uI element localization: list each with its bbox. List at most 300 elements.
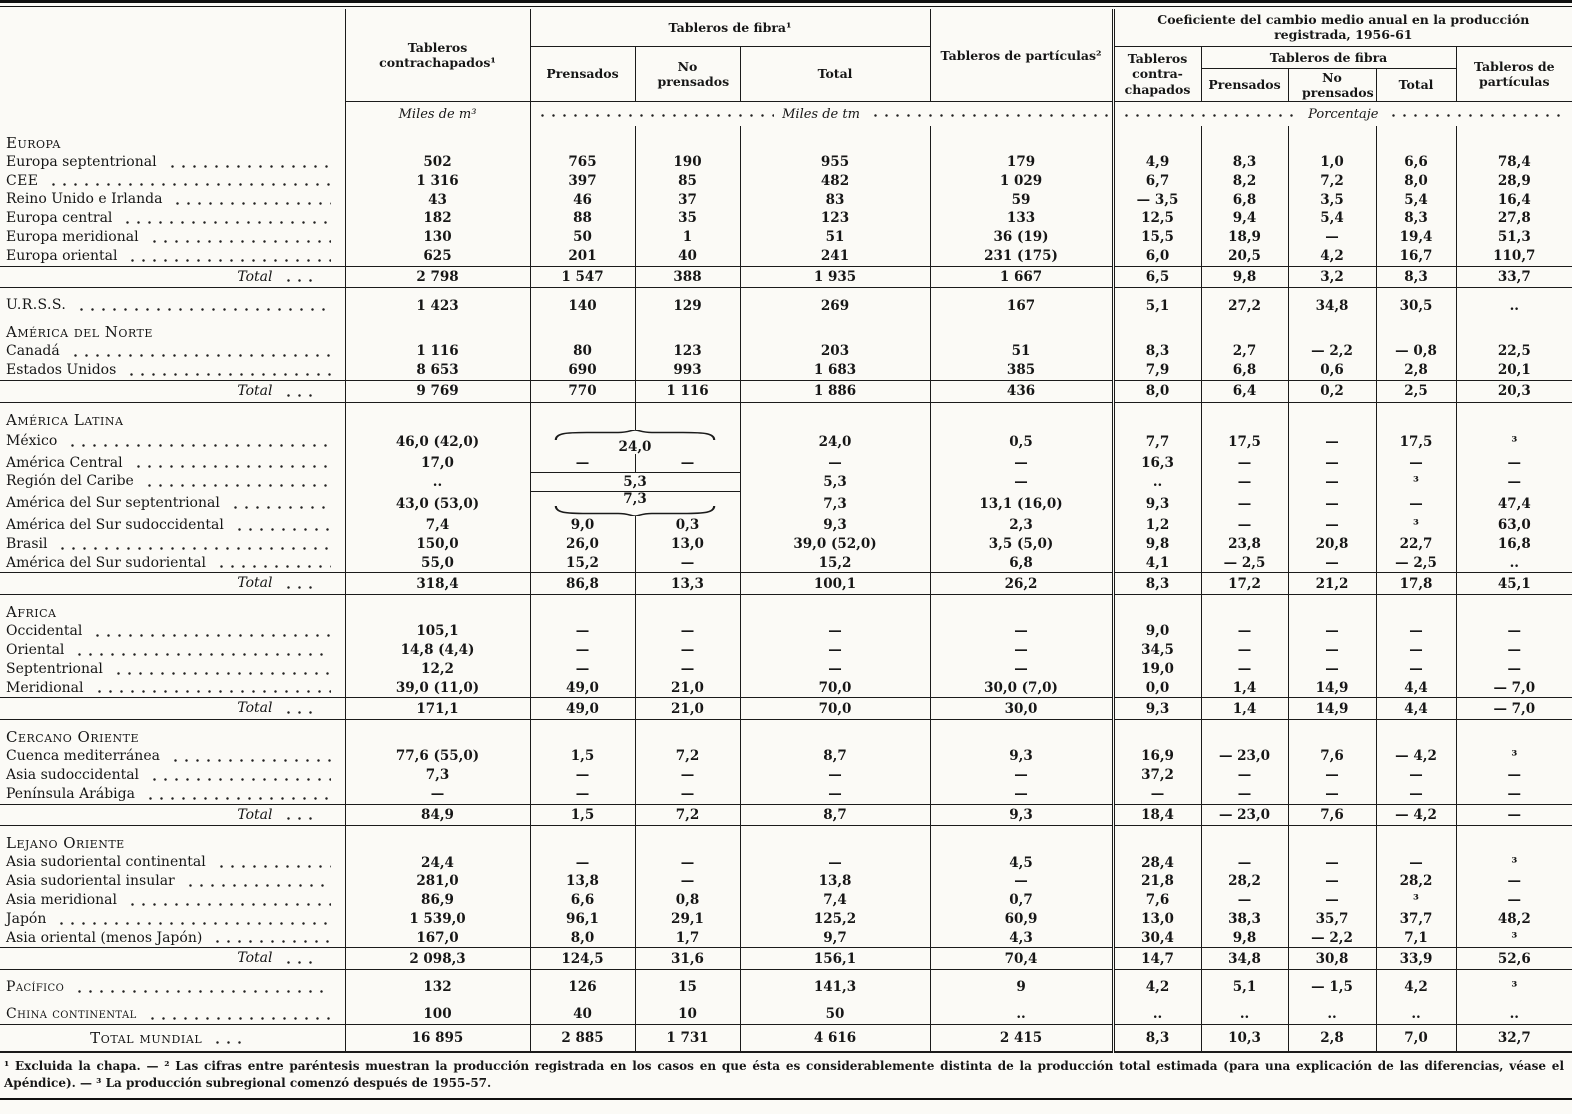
row-label: Total — [237, 806, 273, 823]
row-label: Europa meridional — [6, 228, 139, 245]
value-cell: 38,3 — [1201, 910, 1288, 929]
value-cell: 17,5 — [1376, 430, 1456, 454]
value-cell: 3,5 — [1288, 190, 1376, 209]
value-cell: 26,0 — [530, 535, 635, 554]
empty-cell — [1376, 720, 1456, 748]
value-cell: 4,2 — [1113, 970, 1201, 997]
value-cell: 241 — [740, 247, 930, 266]
footnote: ¹ Excluida la chapa. — ² Las cifras entre paréntesis muestran la producción registrada en los casos en que ésta es considerablemente distinta de la producción total estimada (para una explicación de las diferencias, véase el Apéndice). — ³ La producción subregional comenzó después de 1955-57. — [4, 1058, 1564, 1091]
value-cell: — — [635, 785, 740, 804]
value-cell: 9,8 — [1201, 929, 1288, 948]
value-cell: — — [1376, 641, 1456, 660]
data-row — [0, 970, 1572, 997]
row-label-cell — [0, 209, 345, 228]
row-label-cell — [0, 402, 345, 430]
value-cell: 45,1 — [1456, 573, 1572, 595]
dot-leader — [228, 504, 331, 509]
value-cell: 125,2 — [740, 910, 930, 929]
value-cell: 16,9 — [1113, 747, 1201, 766]
empty-cell — [1201, 315, 1288, 342]
value-cell: 29,1 — [635, 910, 740, 929]
data-row — [0, 622, 1572, 641]
col-group-coefficient: Coeficiente del cambio medio anual en la producción registrada, 1956-61 — [1113, 9, 1572, 46]
dot-leader — [535, 112, 775, 117]
grand-total-row — [0, 1024, 1572, 1052]
value-cell: 13,8 — [530, 872, 635, 891]
dot-leader — [281, 392, 317, 397]
value-cell: 15,2 — [740, 554, 930, 573]
value-cell: 33,7 — [1456, 266, 1572, 288]
value-cell: — 7,0 — [1456, 679, 1572, 698]
value-cell: — 1,5 — [1288, 970, 1376, 997]
value-cell: — — [530, 641, 635, 660]
value-cell: 21,8 — [1113, 872, 1201, 891]
value-cell: 955 — [740, 153, 930, 172]
value-cell: 55,0 — [345, 554, 530, 573]
row-label-cell — [0, 747, 345, 766]
table-body — [0, 126, 1572, 1052]
data-row — [0, 747, 1572, 766]
empty-cell — [1376, 826, 1456, 854]
value-cell: 7,2 — [635, 747, 740, 766]
row-label: Canadá — [6, 343, 60, 360]
empty-cell — [530, 826, 635, 854]
dot-leader — [92, 688, 331, 693]
value-cell: 70,0 — [740, 698, 930, 720]
dot-leader — [170, 200, 330, 205]
row-label-cell — [0, 853, 345, 872]
dot-leader — [281, 959, 317, 964]
value-cell: 13,1 (16,0) — [930, 491, 1113, 516]
value-cell: 4,4 — [1376, 679, 1456, 698]
row-label: Total — [237, 700, 273, 717]
value-cell: — — [635, 622, 740, 641]
dot-leader — [281, 277, 317, 282]
value-cell: — — [1376, 853, 1456, 872]
value-cell: 179 — [930, 153, 1113, 172]
value-cell: 21,0 — [635, 679, 740, 698]
value-cell: 9 — [930, 970, 1113, 997]
subtotal-row — [0, 266, 1572, 288]
value-cell: — — [1288, 891, 1376, 910]
dot-leader — [55, 545, 330, 550]
value-cell: — — [1201, 472, 1288, 491]
value-cell: — — [1456, 641, 1572, 660]
value-cell: — — [1456, 660, 1572, 679]
value-cell: 2,3 — [930, 516, 1113, 535]
row-label-cell — [0, 380, 345, 402]
row-label-cell — [0, 622, 345, 641]
value-cell: 78,4 — [1456, 153, 1572, 172]
dot-leader — [124, 371, 330, 376]
value-cell: — — [1288, 622, 1376, 641]
value-cell: — — [530, 766, 635, 785]
dot-leader — [1386, 112, 1568, 117]
empty-cell — [1376, 595, 1456, 623]
empty-cell — [1113, 826, 1201, 854]
row-label-cell — [0, 454, 345, 473]
dot-leader — [90, 632, 330, 637]
value-cell: 281,0 — [345, 872, 530, 891]
value-cell: 1 316 — [345, 172, 530, 191]
coef-header-particleboard: Tableros de partículas — [1456, 46, 1572, 102]
value-cell: 43 — [345, 190, 530, 209]
value-cell: 0,8 — [635, 891, 740, 910]
value-cell: — — [1288, 853, 1376, 872]
data-row — [0, 190, 1572, 209]
value-cell: 5,1 — [1201, 970, 1288, 997]
row-label: CEE — [6, 172, 39, 189]
value-cell: — 23,0 — [1201, 804, 1288, 826]
row-label: Japón — [6, 910, 47, 927]
value-cell: — — [530, 853, 635, 872]
data-row — [0, 472, 1572, 491]
empty-cell — [1113, 720, 1201, 748]
empty-cell — [1456, 826, 1572, 854]
value-cell: — — [1456, 622, 1572, 641]
header-row-groups — [0, 9, 1572, 46]
row-label-cell — [0, 826, 345, 854]
value-cell: 34,5 — [1113, 641, 1201, 660]
value-cell: — — [1456, 766, 1572, 785]
value-cell: 7,4 — [345, 516, 530, 535]
empty-cell — [1456, 126, 1572, 153]
value-cell: 110,7 — [1456, 247, 1572, 266]
row-label: Oriental — [6, 641, 65, 658]
value-cell: — — [1201, 641, 1288, 660]
value-cell: — 2,5 — [1201, 554, 1288, 573]
row-label-cell — [0, 948, 345, 970]
empty-cell — [345, 826, 530, 854]
value-cell: 1 935 — [740, 266, 930, 288]
value-cell: 10 — [635, 997, 740, 1024]
value-cell: 9,3 — [930, 747, 1113, 766]
unit-thousand-m3: Miles de m³ — [345, 102, 530, 126]
row-label: Asia oriental (menos Japón) — [6, 929, 203, 946]
value-cell: 6,8 — [1201, 190, 1288, 209]
row-label-cell — [0, 595, 345, 623]
row-label-cell — [0, 172, 345, 191]
value-cell: 269 — [740, 288, 930, 315]
row-label: Estados Unidos — [6, 361, 117, 378]
row-label: América Latina — [6, 410, 124, 429]
value-cell: 100,1 — [740, 573, 930, 595]
unit-percentage: Porcentaje — [1113, 102, 1572, 126]
dot-leader — [214, 563, 331, 568]
value-cell: — — [930, 641, 1113, 660]
value-cell: 31,6 — [635, 948, 740, 970]
value-cell: 129 — [635, 288, 740, 315]
value-cell: 133 — [930, 209, 1113, 228]
value-cell: .. — [1456, 288, 1572, 315]
value-cell: 22,5 — [1456, 342, 1572, 361]
row-label-cell — [0, 698, 345, 720]
value-cell: 28,4 — [1113, 853, 1201, 872]
value-cell: 1 547 — [530, 266, 635, 288]
empty-cell — [1288, 720, 1376, 748]
dot-leader — [210, 938, 330, 943]
coef-header-plywood: Tableros contra-chapados — [1113, 46, 1201, 102]
value-cell: 34,8 — [1288, 288, 1376, 315]
value-cell: 1 029 — [930, 172, 1113, 191]
value-cell: 167,0 — [345, 929, 530, 948]
value-cell: — — [1288, 785, 1376, 804]
empty-cell — [740, 826, 930, 854]
value-cell: 6,6 — [530, 891, 635, 910]
row-label: América del Sur sudoccidental — [6, 516, 224, 533]
value-cell: 436 — [930, 380, 1113, 402]
value-cell: — — [1288, 430, 1376, 454]
value-cell: 9,4 — [1201, 209, 1288, 228]
dot-leader — [142, 482, 331, 487]
section-row — [0, 826, 1572, 854]
value-cell: 3,2 — [1288, 266, 1376, 288]
value-cell: 203 — [740, 342, 930, 361]
row-label-cell — [0, 910, 345, 929]
value-cell: 7,2 — [635, 804, 740, 826]
value-cell: — — [740, 785, 930, 804]
value-cell: — — [635, 766, 740, 785]
value-cell: 6,8 — [930, 554, 1113, 573]
value-cell: — — [635, 454, 740, 473]
value-cell: 17,8 — [1376, 573, 1456, 595]
value-cell: 9,8 — [1113, 535, 1201, 554]
empty-cell — [740, 126, 930, 153]
value-cell: — 2,5 — [1376, 554, 1456, 573]
value-cell: 30,0 — [930, 698, 1113, 720]
value-cell: 8,7 — [740, 804, 930, 826]
value-cell: — — [530, 454, 635, 473]
coef-header-not-pressed: No prensados — [1288, 68, 1376, 102]
empty-cell — [740, 402, 930, 430]
value-cell: 37,2 — [1113, 766, 1201, 785]
empty-cell — [635, 826, 740, 854]
value-cell: 126 — [530, 970, 635, 997]
data-row — [0, 430, 1572, 454]
row-label-cell — [0, 153, 345, 172]
value-cell: 1,5 — [530, 747, 635, 766]
empty-cell — [635, 402, 740, 430]
empty-cell — [1288, 315, 1376, 342]
value-cell: ³ — [1376, 472, 1456, 491]
value-cell: 9,7 — [740, 929, 930, 948]
empty-cell — [1376, 126, 1456, 153]
value-cell: — — [1201, 660, 1288, 679]
row-label-cell — [0, 228, 345, 247]
value: 7,3 — [623, 490, 647, 507]
value-cell: 15 — [635, 970, 740, 997]
empty-cell — [530, 595, 635, 623]
row-label: Septentrional — [6, 660, 103, 677]
value-cell: — 4,2 — [1376, 804, 1456, 826]
value-cell: — 2,2 — [1288, 342, 1376, 361]
empty-cell — [1376, 315, 1456, 342]
value-cell: 123 — [635, 342, 740, 361]
value-cell: 70,4 — [930, 948, 1113, 970]
row-label-cell — [0, 804, 345, 826]
value-cell: .. — [1456, 997, 1572, 1024]
row-label: Meridional — [6, 679, 84, 696]
empty-cell — [1201, 826, 1288, 854]
value-cell: — 3,5 — [1113, 190, 1201, 209]
value-cell: 2,5 — [1376, 380, 1456, 402]
dot-leader — [74, 306, 330, 311]
value-cell: 16,8 — [1456, 535, 1572, 554]
value-cell: 150,0 — [345, 535, 530, 554]
value-cell: — — [1288, 454, 1376, 473]
value-cell: — 4,2 — [1376, 747, 1456, 766]
dot-leader — [65, 442, 330, 447]
row-label: Asia meridional — [6, 891, 118, 908]
value-cell: 132 — [345, 970, 530, 997]
empty-cell — [530, 720, 635, 748]
section-row — [0, 315, 1572, 342]
value-cell: — — [530, 660, 635, 679]
row-label-cell — [0, 970, 345, 997]
value-cell: — — [530, 785, 635, 804]
value-cell: 8,0 — [1376, 172, 1456, 191]
value-cell: 9,3 — [740, 516, 930, 535]
empty-cell — [930, 402, 1113, 430]
value-cell: 6,7 — [1113, 172, 1201, 191]
row-label: Africa — [6, 603, 57, 622]
coef-header-pressed: Prensados — [1201, 68, 1288, 102]
value-cell: 34,8 — [1201, 948, 1288, 970]
row-label: Asia sudoriental insular — [6, 873, 175, 890]
value-cell: 123 — [740, 209, 930, 228]
value-cell: ³ — [1456, 929, 1572, 948]
empty-cell — [530, 315, 635, 342]
row-label: América del Norte — [6, 323, 153, 342]
value-cell: 86,8 — [530, 573, 635, 595]
value-cell: 625 — [345, 247, 530, 266]
value-cell: 9,0 — [530, 516, 635, 535]
value-cell: 40 — [635, 247, 740, 266]
empty-cell — [1201, 402, 1288, 430]
value-cell: 10,3 — [1201, 1024, 1288, 1052]
section-row — [0, 402, 1572, 430]
data-row — [0, 766, 1572, 785]
value-cell — [530, 430, 740, 454]
row-label: Cuenca mediterránea — [6, 748, 160, 765]
value-cell: 32,7 — [1456, 1024, 1572, 1052]
value-cell: — — [635, 641, 740, 660]
row-label: Asia sudoccidental — [6, 766, 140, 783]
row-label-cell — [0, 288, 345, 315]
value-cell: — — [1201, 891, 1288, 910]
value-cell: 24,4 — [345, 853, 530, 872]
empty-cell — [740, 720, 930, 748]
data-row — [0, 554, 1572, 573]
data-row — [0, 929, 1572, 948]
value-cell: — 7,0 — [1456, 698, 1572, 720]
value-cell: ³ — [1456, 747, 1572, 766]
dot-leader — [125, 901, 330, 906]
value-cell: .. — [930, 997, 1113, 1024]
row-label-cell — [0, 766, 345, 785]
value-cell: 24,0 — [740, 430, 930, 454]
row-label: Reino Unido e Irlanda — [6, 191, 163, 208]
dot-leader — [281, 584, 317, 589]
value-cell: — — [1288, 872, 1376, 891]
row-label: Península Arábiga — [6, 785, 135, 802]
value-cell: 77,6 (55,0) — [345, 747, 530, 766]
value-cell: 20,5 — [1201, 247, 1288, 266]
value-cell: 1 886 — [740, 380, 930, 402]
value-cell: 8,2 — [1201, 172, 1288, 191]
value-cell: 13,3 — [635, 573, 740, 595]
value-cell: — — [1456, 454, 1572, 473]
value-cell: 20,1 — [1456, 361, 1572, 380]
value: 24,0 — [618, 438, 652, 455]
value-cell: 7,9 — [1113, 361, 1201, 380]
value-cell: ³ — [1376, 516, 1456, 535]
value-cell: 0,3 — [635, 516, 740, 535]
value-cell: 12,5 — [1113, 209, 1201, 228]
value-cell: 84,9 — [345, 804, 530, 826]
value-cell: 1,0 — [1288, 153, 1376, 172]
value-cell: 993 — [635, 361, 740, 380]
value-cell: — — [1201, 622, 1288, 641]
value-cell: 5,4 — [1288, 209, 1376, 228]
section-row — [0, 595, 1572, 623]
row-label-cell — [0, 247, 345, 266]
value-cell: — — [1376, 785, 1456, 804]
value-cell: — 2,2 — [1288, 929, 1376, 948]
value-cell: 28,2 — [1201, 872, 1288, 891]
value-cell: — — [1376, 766, 1456, 785]
data-row — [0, 679, 1572, 698]
empty-cell — [930, 826, 1113, 854]
empty-cell — [635, 595, 740, 623]
empty-cell — [1456, 595, 1572, 623]
data-row — [0, 853, 1572, 872]
subtotal-row — [0, 804, 1572, 826]
value-cell: 7,6 — [1288, 747, 1376, 766]
value-cell: 23,8 — [1201, 535, 1288, 554]
dot-leader — [232, 526, 331, 531]
value-cell: 17,2 — [1201, 573, 1288, 595]
value-cell: 0,7 — [930, 891, 1113, 910]
region-column-header — [0, 9, 345, 126]
value-cell: 5,1 — [1113, 288, 1201, 315]
dot-leader — [868, 112, 1108, 117]
coef-group-fibreboard: Tableros de fibra — [1201, 46, 1456, 68]
value-cell: 4,2 — [1288, 247, 1376, 266]
row-label-cell — [0, 190, 345, 209]
value-cell: 30,8 — [1288, 948, 1376, 970]
value-cell: 52,6 — [1456, 948, 1572, 970]
dot-leader — [111, 670, 331, 675]
col-header-fibre-total: Total — [740, 46, 930, 102]
value-cell: 35 — [635, 209, 740, 228]
row-label: México — [6, 433, 58, 450]
value-cell: — — [740, 454, 930, 473]
value-cell: 14,9 — [1288, 698, 1376, 720]
value-cell: 130 — [345, 228, 530, 247]
value-cell: 770 — [530, 380, 635, 402]
value-cell: 37,7 — [1376, 910, 1456, 929]
value-cell: 4,4 — [1376, 698, 1456, 720]
dot-leader — [68, 352, 331, 357]
value-cell: 96,1 — [530, 910, 635, 929]
value-cell: 63,0 — [1456, 516, 1572, 535]
row-label: América del Sur sudoriental — [6, 554, 206, 571]
value-cell: 15,5 — [1113, 228, 1201, 247]
data-row — [0, 641, 1572, 660]
value-cell: 7,1 — [1376, 929, 1456, 948]
value-cell: 4,3 — [930, 929, 1113, 948]
